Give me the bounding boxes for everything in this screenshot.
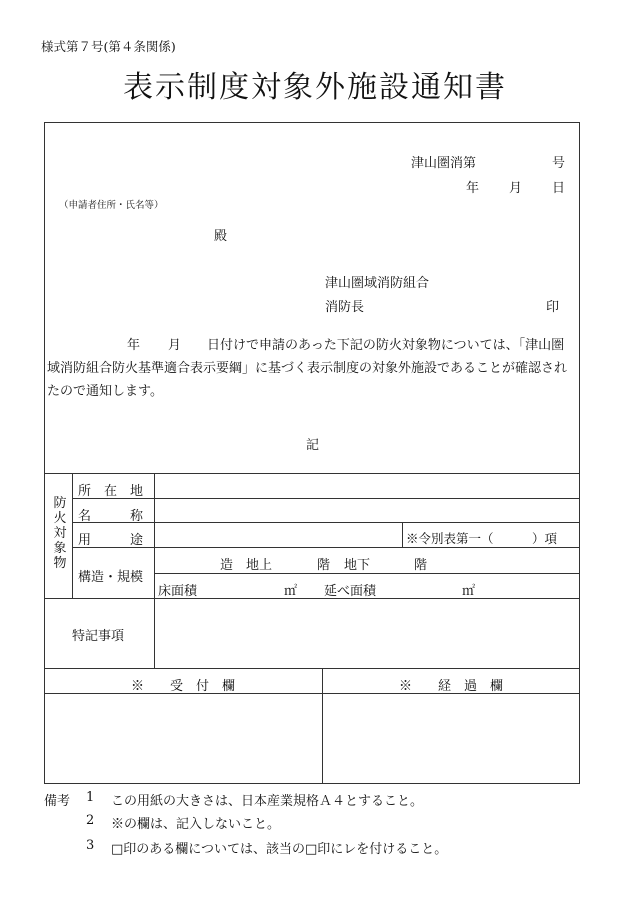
total-area-label: 延べ面積 (324, 584, 377, 599)
honorific: 殿 (214, 229, 228, 244)
note-3-text: □印のある欄については、該当の□印にレを付けること。 (111, 842, 448, 857)
grid-line (154, 473, 155, 668)
org-name: 津山圏域消防組合 (325, 276, 430, 291)
struct-zo: 造 (220, 558, 234, 573)
grid-line (72, 473, 73, 598)
applicant-label: （申請者住所・氏名等） (59, 200, 164, 211)
grid-line (154, 573, 580, 574)
document-title: 表示制度対象外施設通知書 (123, 70, 507, 105)
doc-number-suffix: 号 (552, 156, 566, 171)
structure-label: 構造・規模 (78, 570, 144, 585)
chief-title: 消防長 (325, 300, 365, 315)
ki-mark: 記 (306, 438, 320, 453)
date-month: 月 (509, 181, 523, 196)
form-number: 様式第７号(第４条関係) (41, 39, 176, 54)
floor-area-label: 床面積 (158, 584, 198, 599)
doc-number-prefix: 津山圏消第 (411, 156, 477, 171)
grid-line (72, 498, 580, 499)
grid-line (44, 598, 580, 599)
body-text: 日付けで申請のあった下記の防火対象物については、「津山圏域消防組合防火基準適合表示要綱」に基づく表示制度の対象外施設であることが確認されたので通知します。 (47, 338, 568, 399)
struct-above: 地上 (246, 558, 273, 573)
unit-m2-b: ㎡ (462, 584, 476, 599)
struct-floor2: 階 (414, 558, 428, 573)
ordinance-suffix: ）項 (532, 531, 558, 546)
note-1-text: この用紙の大きさは、日本産業規格Ａ４とすること。 (111, 794, 424, 809)
name-label: 名 称 (78, 509, 144, 524)
grid-line (402, 522, 403, 547)
note-3-number: 3 (86, 838, 95, 853)
struct-floor1: 階 (317, 558, 331, 573)
struct-below: 地下 (344, 558, 371, 573)
note-2-number: 2 (86, 813, 95, 828)
use-label: 用 途 (78, 533, 144, 548)
remarks-label: 特記事項 (72, 629, 125, 644)
ordinance-prefix: ※令別表第一（ (406, 531, 494, 546)
notes-label: 備考 (44, 794, 71, 809)
note-2-text: ※の欄は、記入しないこと。 (111, 817, 281, 832)
body-month: 月 (168, 338, 182, 353)
grid-line (44, 668, 580, 669)
body-year: 年 (127, 338, 141, 353)
location-label: 所 在 地 (78, 484, 144, 499)
note-1-number: 1 (86, 790, 95, 805)
notice-body (47, 334, 577, 403)
grid-line (72, 547, 580, 548)
seal-mark: 印 (546, 300, 560, 315)
grid-line (72, 522, 580, 523)
date-day: 日 (552, 181, 566, 196)
side-label: 防火対象物 (53, 496, 67, 571)
unit-m2-a: ㎡ (284, 584, 298, 599)
reception-label: ※ 受 付 欄 (130, 679, 235, 694)
date-year: 年 (466, 181, 480, 196)
progress-label: ※ 経 過 欄 (398, 679, 503, 694)
grid-line (44, 473, 580, 474)
